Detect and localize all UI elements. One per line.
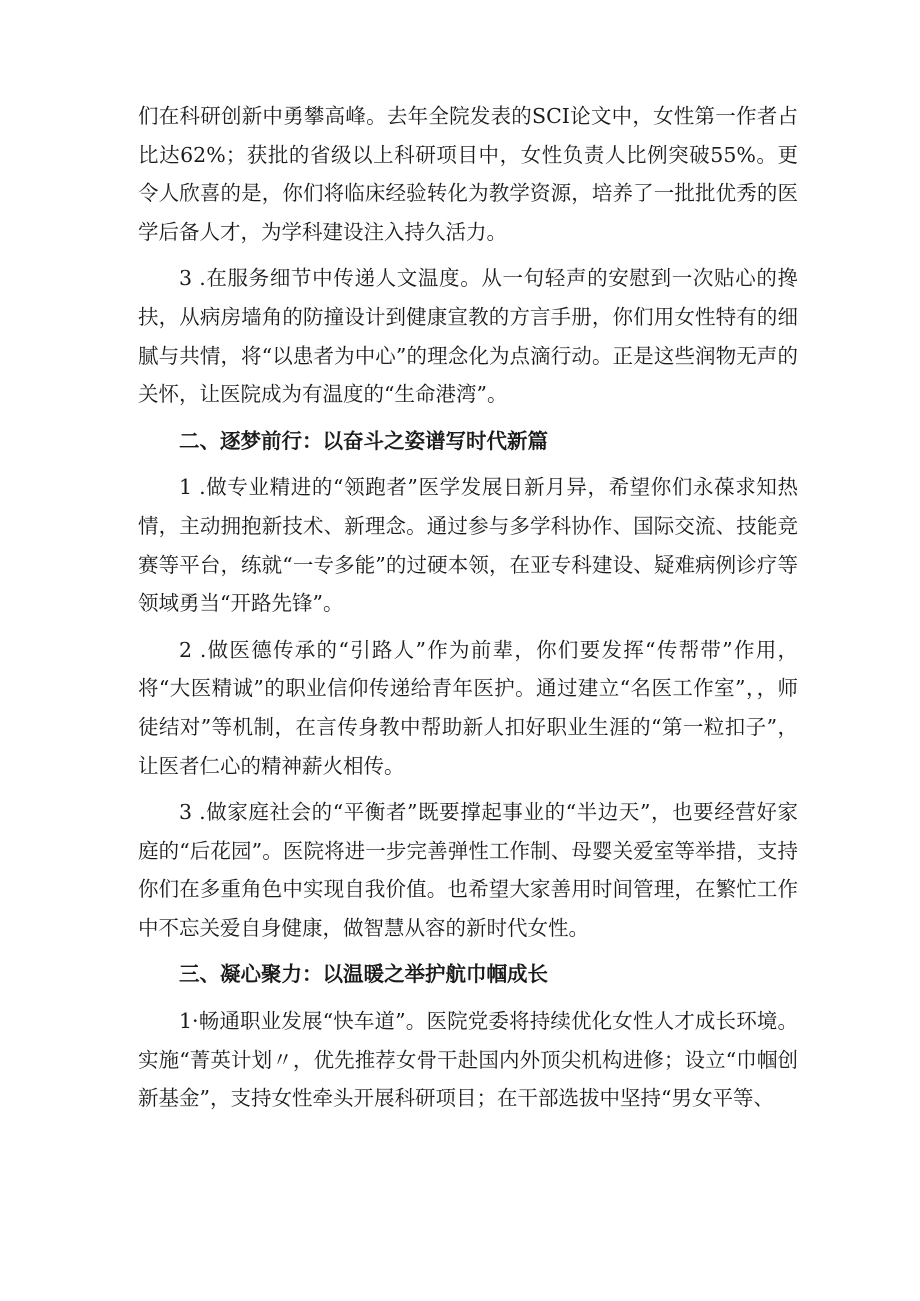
paragraph-humanistic-care: 3 .在服务细节中传递人文温度。从一句轻声的安慰到一次贴心的搀扶，从病房墙角的防撞设计到健康宣教的方言手册，你们用女性特有的细腻与共情，将“以患者为中心”的理念化为点滴行动。正是这些润物无声的关怀，让医院成为有温度的“生命港湾”。 — [138, 266, 798, 407]
paragraph-career-fast-lane: 1·畅通职业发展“快车道”。医院党委将持续优化女性人才成长环境。实施“菁英计划〃，优先推荐女骨干赴国内外顶尖机构进修；设立“巾帼创新基金”，支持女性牵头开展科研项目；在干部选拔中坚持“男女平等、 — [138, 1009, 798, 1111]
document-page — [138, 97, 798, 1118]
paragraph-ethics-guide: 2 .做医德传承的“引路人”作为前辈，你们要发挥“传帮带”作用，将“大医精诚”的职业信仰传递给青年医护。通过建立“名医工作室”，，师徒结对”等机制，在言传身教中帮助新人扣好职业生涯的“第一粒扣子”，让医者仁心的精神薪火相传。 — [138, 637, 798, 778]
paragraph-family-balance: 3 .做家庭社会的“平衡者”既要撑起事业的“半边天”，也要经营好家庭的“后花园”。医院将进一步完善弹性工作制、母婴关爱室等举措，支持你们在多重角色中实现自我价值。也希望大家善用时间管理，在繁忙工作中不忘关爱自身健康，做智慧从容的新时代女性。 — [138, 800, 798, 940]
paragraph-professional-leader: 1 .做专业精进的“领跑者”医学发展日新月异，希望你们永葆求知热情，主动拥抱新技术、新理念。通过参与多学科协作、国际交流、技能竞赛等平台，练就“一专多能”的过硬本领，在亚专科建设、疑难病例诊疗等领域勇当“开路先锋”。 — [138, 475, 798, 616]
paragraph-research: 们在科研创新中勇攀高峰。去年全院发表的SCI论文中，女性第一作者占比达62%；获批的省级以上科研项目中，女性负责人比例突破55%。更令人欣喜的是，你们将临床经验转化为教学资源，培养了一批批优秀的医学后备人才，为学科建设注入持久活力。 — [138, 104, 798, 244]
section-heading-two: 二、逐梦前行：以奋斗之姿谱写时代新篇 — [179, 428, 548, 453]
section-heading-three: 三、凝心聚力：以温暖之举护航巾帼成长 — [179, 962, 548, 987]
